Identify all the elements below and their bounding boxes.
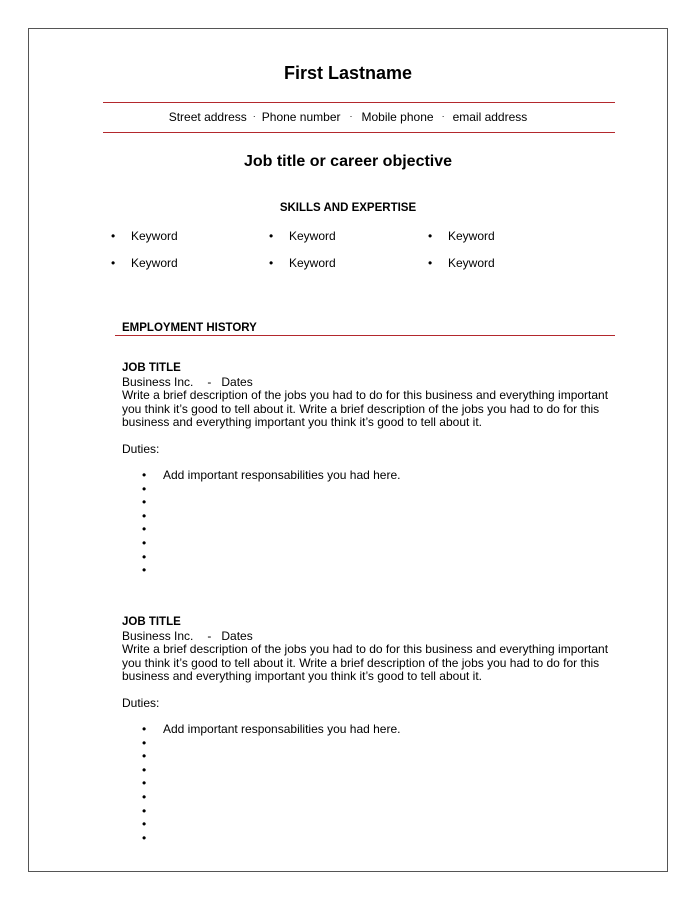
- job-description-line: business and everything important you think it’s good to tell about it.: [122, 669, 482, 683]
- bullet-icon: •: [142, 749, 147, 764]
- header-bottom-rule: [103, 132, 615, 133]
- skill-keyword: [111, 256, 178, 270]
- duty-item: [122, 523, 622, 537]
- bullet-icon: •: [142, 789, 147, 804]
- duty-item: [122, 818, 622, 832]
- skill-keyword: [428, 256, 495, 270]
- header-top-rule: [103, 102, 615, 103]
- company-dates-separator: -: [207, 628, 212, 643]
- company-dates-separator: -: [207, 374, 212, 389]
- skill-keyword: [111, 229, 178, 243]
- job-description-line: you think it’s good to tell about it. Write a brief description of the jobs you had to do for this: [122, 401, 600, 416]
- duty-item: [122, 469, 622, 483]
- duty-item: [122, 510, 622, 524]
- bullet-icon: •: [428, 256, 433, 270]
- job-description-line: Write a brief description of the jobs you had to do for this business and everything important: [122, 642, 609, 656]
- skill-keyword-label: Keyword: [289, 256, 336, 270]
- job-entry: [122, 616, 622, 845]
- contact-phone: Phone number: [261, 110, 341, 124]
- bullet-icon: •: [142, 735, 147, 750]
- duty-text: Add important responsabilities you had here.: [163, 468, 401, 482]
- company-line: [122, 630, 622, 644]
- contact-separator: ·: [441, 111, 445, 121]
- bullet-icon: •: [269, 229, 274, 243]
- bullet-icon: •: [142, 508, 147, 523]
- skill-keyword-label: Keyword: [289, 229, 336, 243]
- contact-line: [29, 110, 667, 124]
- duty-item: [122, 723, 622, 737]
- skill-keyword-label: Keyword: [448, 256, 495, 270]
- job-title: JOB TITLE: [122, 362, 181, 374]
- resume-page: [28, 28, 668, 872]
- bullet-icon: •: [142, 468, 147, 482]
- duties-list: [122, 469, 622, 578]
- bullet-icon: •: [142, 817, 147, 832]
- job-title: JOB TITLE: [122, 616, 181, 628]
- duty-item: [122, 777, 622, 791]
- contact-street: Street address: [168, 110, 247, 124]
- duty-item: [122, 805, 622, 819]
- contact-separator: ·: [349, 111, 353, 121]
- bullet-icon: •: [142, 830, 147, 845]
- company-name: Business Inc.: [122, 374, 194, 389]
- duties-label: Duties:: [122, 441, 160, 456]
- duty-item: [122, 791, 622, 805]
- job-dates: Dates: [221, 374, 253, 389]
- bullet-icon: •: [142, 535, 147, 550]
- bullet-icon: •: [142, 762, 147, 777]
- job-description-line: you think it’s good to tell about it. Write a brief description of the jobs you had to do for this: [122, 655, 600, 670]
- bullet-icon: •: [142, 481, 147, 496]
- bullet-icon: •: [142, 776, 147, 791]
- duty-item: [122, 832, 622, 846]
- bullet-icon: •: [142, 495, 147, 510]
- skill-keyword: [428, 229, 495, 243]
- duty-item: [122, 564, 622, 578]
- skill-keyword-label: Keyword: [131, 256, 178, 270]
- duties-label: Duties:: [122, 695, 160, 710]
- employment-heading: EMPLOYMENT HISTORY: [122, 322, 257, 334]
- skill-keyword-label: Keyword: [131, 229, 178, 243]
- bullet-icon: •: [428, 229, 433, 243]
- duty-item: [122, 496, 622, 510]
- bullet-icon: •: [142, 563, 147, 578]
- skills-heading: SKILLS AND EXPERTISE: [279, 202, 417, 214]
- duties-list: [122, 723, 622, 845]
- skill-keyword: [269, 229, 336, 243]
- duty-item: [122, 737, 622, 751]
- bullet-icon: •: [142, 549, 147, 564]
- bullet-icon: •: [111, 256, 116, 270]
- duty-text: Add important responsabilities you had here.: [163, 722, 401, 736]
- duty-item: [122, 764, 622, 778]
- duty-item: [122, 750, 622, 764]
- duty-item: [122, 551, 622, 565]
- candidate-name: First Lastname: [283, 63, 413, 83]
- contact-separator: ·: [252, 111, 256, 121]
- bullet-icon: •: [142, 722, 147, 736]
- company-name: Business Inc.: [122, 628, 194, 643]
- skill-keyword: [269, 256, 336, 270]
- bullet-icon: •: [111, 229, 116, 243]
- contact-mobile: Mobile phone: [361, 110, 434, 124]
- contact-email: email address: [452, 110, 528, 124]
- duty-item: [122, 483, 622, 497]
- bullet-icon: •: [142, 522, 147, 537]
- bullet-icon: •: [142, 803, 147, 818]
- bullet-icon: •: [269, 256, 274, 270]
- job-description-line: business and everything important you think it’s good to tell about it.: [122, 415, 482, 429]
- job-description-line: Write a brief description of the jobs you had to do for this business and everything important: [122, 388, 609, 402]
- company-line: [122, 376, 622, 390]
- employment-rule: [115, 335, 615, 336]
- career-objective: Job title or career objective: [243, 153, 453, 170]
- skill-keyword-label: Keyword: [448, 229, 495, 243]
- job-dates: Dates: [221, 628, 253, 643]
- job-entry: [122, 362, 622, 578]
- duty-item: [122, 537, 622, 551]
